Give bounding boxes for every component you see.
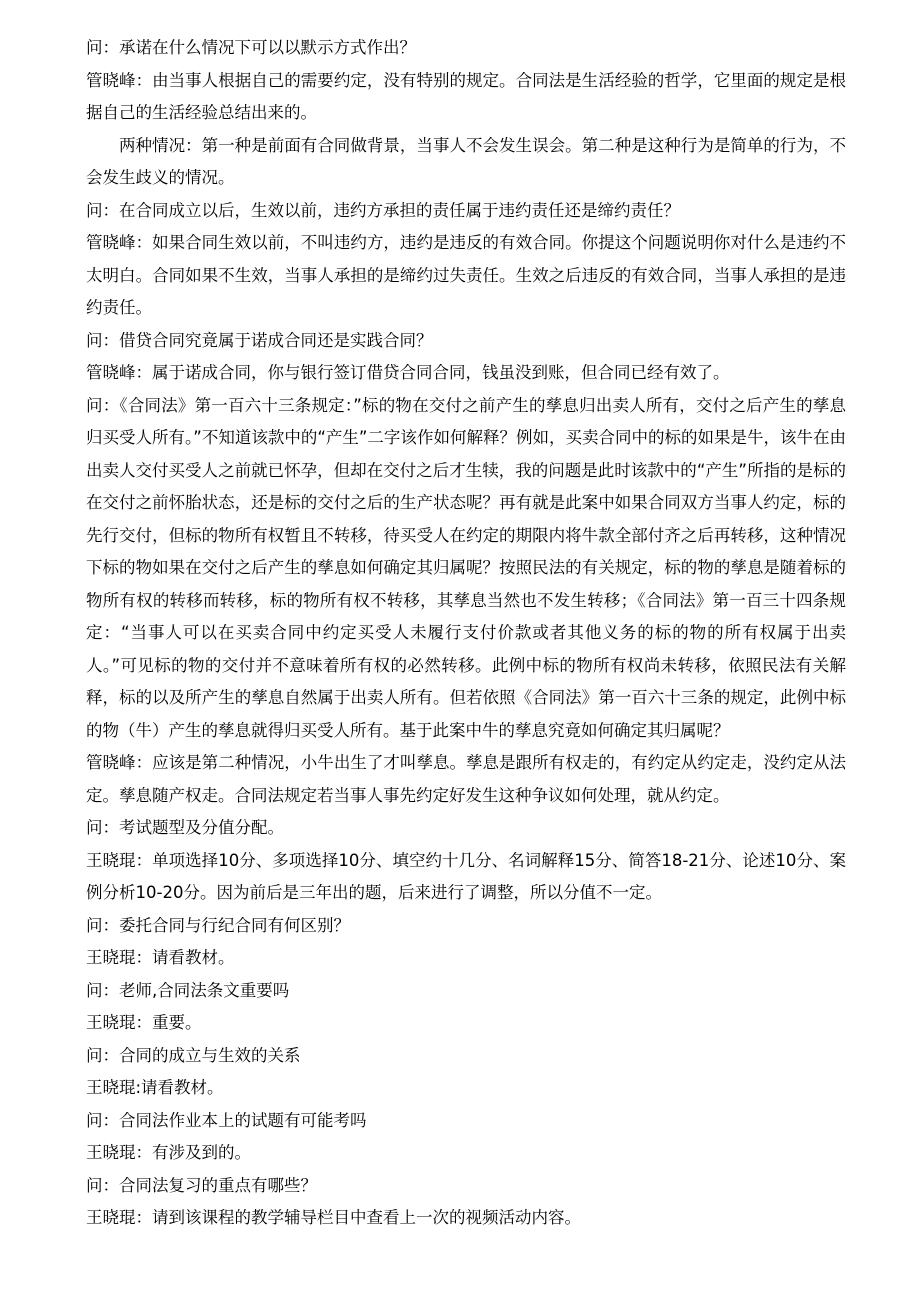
answer-1-continued: 两种情况：第一种是前面有合同做背景，当事人不会发生误会。第二种是这种行为是简单的行为，不会发生歧义的情况。 [86,135,846,187]
answer-6: 王晓琨：请看教材。 [86,948,235,967]
answer-7: 王晓琨：重要。 [86,1013,202,1032]
question-3: 问：借贷合同究竟属于诺成合同还是实践合同？ [86,330,433,350]
question-4: 问：《合同法》第一百六十三条规定：”标的物在交付之前产生的孳息归出卖人所有，交付之后产生的孳息归买受人所有。”不知道该款中的“产生”二字该作如何解释？例如，买卖合同中的标的如果是牛，该牛在由出卖人交付买受人之前就已怀孕，但却在交付之后才生犊，我的问题是此时该款中的“产生”所指的是标的在交付之前怀胎状态，还是标的交付之后的生产状态呢？再有就是此案中如果合同双方当事人约定，标的先行交付，但标的物所有权暂且不转移，待买受人在约定的期限内将牛款全部付齐之后再转移，这种情况下标的物如果在交付之后产生的孳息如何确定其归属呢？按照民法的有关规定，标的物的孳息是随着标的物所有权的转移而转移，标的物所有权不转移，其孳息当然也不发生转移；《合同法》第一百三十四条规定：“当事人可以在买卖合同中约定买受人未履行支付价款或者其他义务的标的物的所有权属于出卖人。”可见标的物的交付并不意味着所有权的必然转移。此例中标的物所有权尚未转移，依照民法有关解释，标的以及所产生的孳息自然属于出卖人所有。但若依照《合同法》第一百六十三条的规定，此例中标的物（牛）产生的孳息就得归买受人所有。基于此案中牛的孳息究竟如何确定其归属呢？ [86,395,846,740]
answer-9: 王晓琨：有涉及到的。 [86,1143,251,1162]
answer-2: 管晓峰：如果合同生效以前，不叫违约方，违约是违反的有效合同。你提这个问题说明你对什么是违约不太明白。合同如果不生效，当事人承担的是缔约过失责任。生效之后违反的有效合同，当事人承担的是违约责任。 [86,233,846,317]
answer-4: 管晓峰：应该是第二种情况，小牛出生了才叫孳息。孳息是跟所有权走的，有约定从约定走，没约定从法定。孳息随产权走。合同法规定若当事人事先约定好发生这种争议如何处理，就从约定。 [86,753,846,805]
answer-1: 管晓峰：由当事人根据自己的需要约定，没有特别的规定。合同法是生活经验的哲学，它里面的规定是根据自己的生活经验总结出来的。 [86,70,846,122]
answer-10: 王晓琨：请到该课程的教学辅导栏目中查看上一次的视频活动内容。 [86,1208,581,1227]
question-7: 问：老师,合同法条文重要吗 [86,980,290,1000]
question-1: 问：承诺在什么情况下可以以默示方式作出？ [86,38,416,57]
question-10: 问：合同法复习的重点有哪些？ [86,1175,317,1195]
answer-8: 王晓琨:请看教材。 [86,1078,224,1097]
question-9: 问：合同法作业本上的试题有可能考吗 [86,1110,367,1130]
question-6: 问：委托合同与行纪合同有何区别？ [86,915,350,935]
question-8: 问：合同的成立与生效的关系 [86,1045,301,1065]
question-5: 问：考试题型及分值分配。 [86,818,284,837]
answer-5: 王晓琨：单项选择10分、多项选择10分、填空约十几分、名词解释15分、简答18-21分、论述10分、案例分析10-20分。因为前后是三年出的题，后来进行了调整，所以分值不一定。 [86,850,846,902]
answer-3: 管晓峰：属于诺成合同，你与银行签订借贷合同合同，钱虽没到账，但合同已经有效了。 [86,363,730,382]
question-2: 问：在合同成立以后，生效以前，违约方承担的责任属于违约责任还是缔约责任？ [86,200,680,220]
